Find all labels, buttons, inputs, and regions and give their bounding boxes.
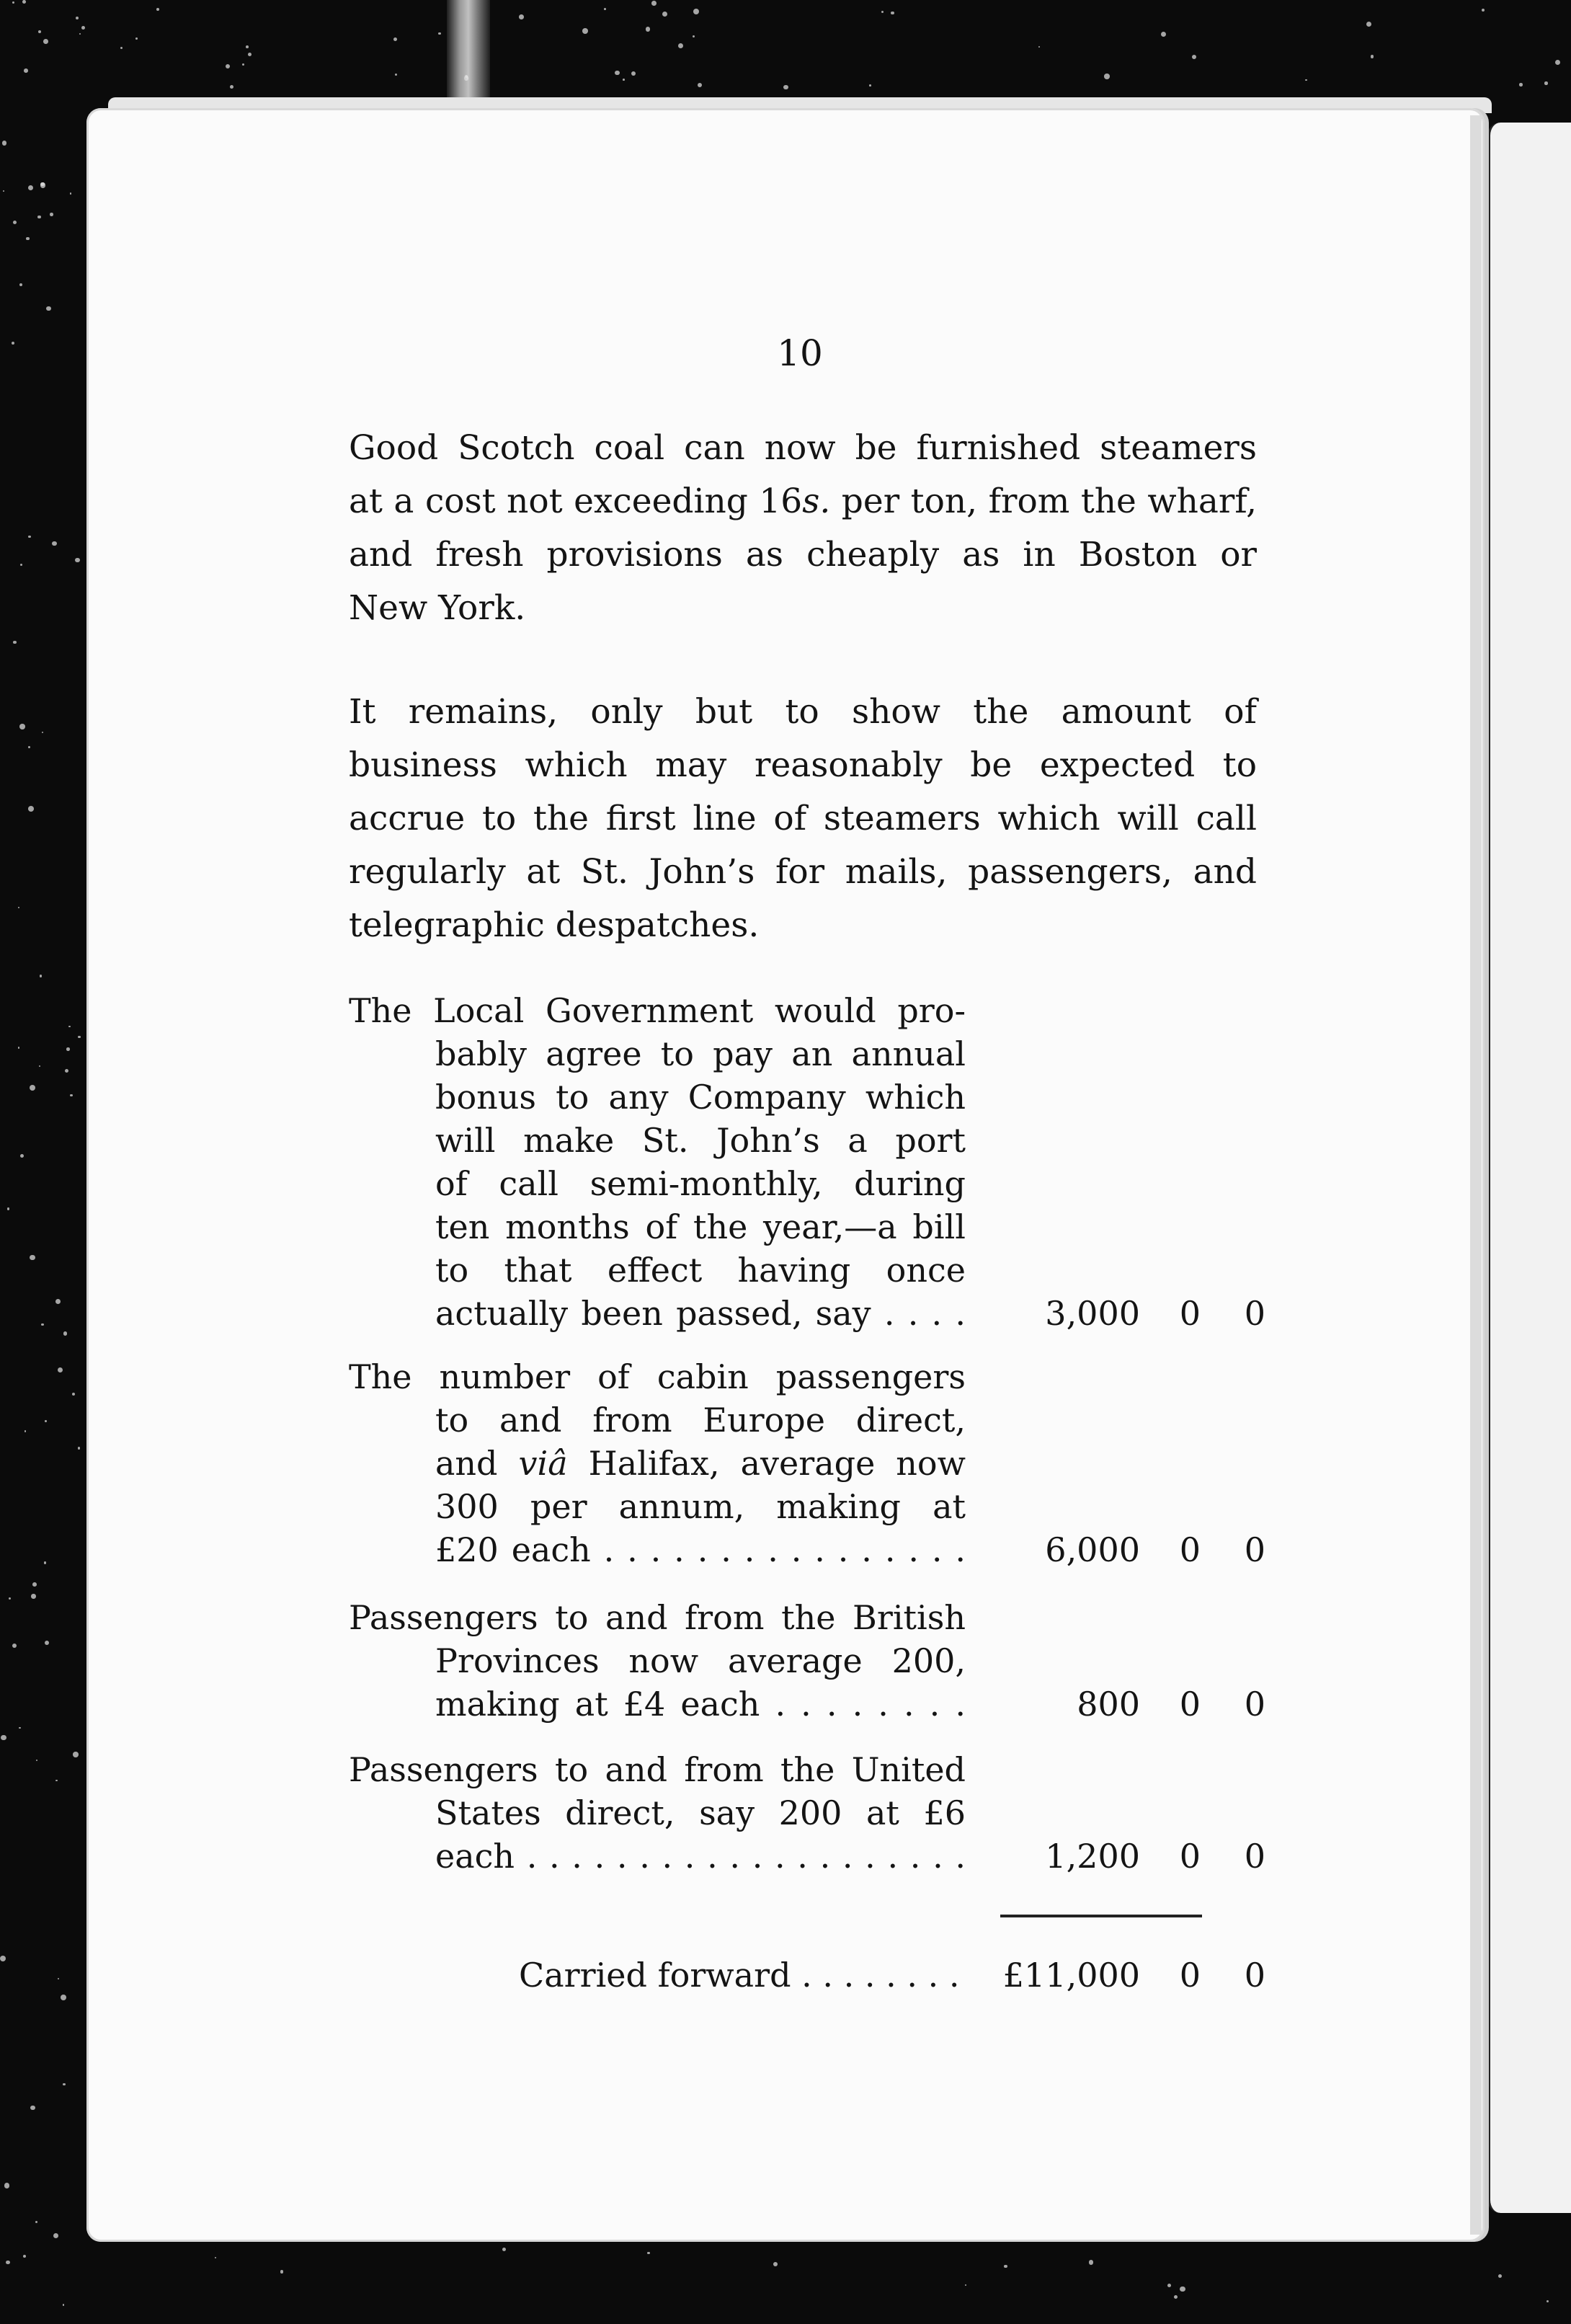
dust-speck [76, 17, 79, 19]
dust-speck [280, 2270, 284, 2274]
dust-speck [61, 1995, 66, 2000]
entry-line: Passengers to and from the United [349, 1750, 966, 1789]
dust-speck [50, 213, 53, 216]
dust-speck [1305, 79, 1307, 81]
dust-speck [28, 185, 34, 191]
dust-speck [28, 806, 34, 812]
amount-pounds: 1,200 [1045, 1837, 1140, 1876]
dust-speck [1, 1735, 6, 1740]
dust-speck [24, 68, 28, 73]
entry-line: Passengers to and from the British [349, 1598, 966, 1637]
paragraph-coal [349, 422, 1257, 635]
dust-speck [19, 283, 22, 286]
amount-pence: 0 [1244, 1294, 1265, 1333]
dust-speck [39, 1065, 40, 1067]
ledger-entry-local-government [349, 989, 1265, 1335]
dust-speck [63, 2083, 66, 2086]
dust-speck [31, 1594, 35, 1598]
dust-speck [230, 85, 233, 89]
total-pounds: £11,000 [1002, 1956, 1140, 1995]
dust-speck [55, 1299, 61, 1304]
dust-speck [28, 536, 31, 538]
dust-speck [891, 12, 894, 14]
dust-speck [395, 74, 398, 76]
amount-pence: 0 [1244, 1837, 1265, 1876]
dust-speck [58, 1978, 59, 1979]
dust-speck [30, 1255, 35, 1260]
page-right-edge [1470, 115, 1482, 2235]
dust-speck [604, 8, 606, 10]
dust-speck [693, 35, 695, 37]
amount-shillings: 0 [1179, 1294, 1201, 1333]
dust-speck [2, 141, 6, 145]
dust-speck [1104, 74, 1109, 79]
amount-pence: 0 [1244, 1685, 1265, 1724]
dust-speck [63, 1331, 68, 1336]
dust-speck [1555, 60, 1560, 65]
dust-speck [3, 190, 4, 192]
carried-forward-label: Carried forward . . . . . . . . [519, 1956, 960, 1995]
page-number: 10 [777, 332, 823, 374]
dust-speck [78, 1036, 80, 1038]
dust-speck [651, 1, 657, 6]
dust-speck [242, 63, 244, 66]
dust-speck [1180, 2287, 1185, 2292]
dust-speck [45, 1641, 49, 1645]
dust-speck [46, 306, 50, 311]
dust-speck [1371, 55, 1374, 58]
dust-speck [502, 2248, 506, 2251]
dust-speck [40, 182, 45, 187]
entry-amount [1003, 1528, 1265, 1571]
ledger-entry-british-provinces [349, 1596, 1265, 1726]
entry-amount [1003, 1682, 1265, 1726]
dust-speck [869, 84, 871, 87]
dust-speck [58, 1367, 63, 1373]
entry-line: making at £4 each . . . . . . . . [435, 1685, 966, 1724]
dust-speck [42, 732, 43, 733]
dust-speck [647, 2252, 649, 2254]
entry-amount [1003, 1835, 1265, 1878]
dust-speck [28, 746, 30, 748]
dust-speck [698, 83, 702, 87]
adjacent-page-edge [1487, 123, 1571, 2213]
entry-line: will make St. John’s a port [435, 1121, 966, 1160]
dust-speck [135, 37, 138, 40]
dust-speck [75, 558, 79, 562]
entry-line: The number of cabin passengers [349, 1357, 966, 1396]
dust-speck [68, 1026, 71, 1028]
dust-speck [23, 2255, 26, 2258]
dust-speck [582, 28, 588, 34]
ledger-entry-united-states [349, 1748, 1265, 1878]
dust-speck [965, 2284, 966, 2286]
dust-speck [12, 342, 14, 345]
dust-speck [623, 79, 625, 81]
dust-speck [43, 39, 48, 44]
paragraph-business [349, 686, 1257, 952]
amount-pounds: 6,000 [1045, 1530, 1140, 1569]
dust-speck [79, 33, 81, 35]
dust-speck [1161, 32, 1167, 37]
dust-speck [678, 43, 683, 48]
dust-speck [35, 2221, 37, 2223]
entry-line: to that effect having once [435, 1251, 966, 1290]
dust-speck [519, 14, 524, 19]
dust-speck [246, 45, 249, 48]
dust-speck [646, 27, 651, 32]
dust-speck [13, 641, 17, 644]
dust-speck [20, 1154, 24, 1158]
dust-speck [1192, 55, 1197, 60]
dust-speck [53, 2233, 58, 2238]
paragraph-line: business which may reasonably be expected to [349, 745, 1257, 785]
book-binding-thread [447, 0, 490, 108]
dust-speck [1546, 2300, 1549, 2302]
ledger-entry-cabin-passengers [349, 1355, 1265, 1571]
entry-line: States direct, say 200 at £6 [435, 1793, 966, 1832]
entry-line: to and from Europe direct, [435, 1401, 966, 1440]
dust-speck [1174, 2295, 1178, 2299]
dust-speck [0, 1956, 6, 1961]
dust-speck [41, 1323, 43, 1326]
amount-pounds: 3,000 [1045, 1294, 1140, 1333]
dust-speck [4, 2183, 10, 2188]
dust-speck [32, 1582, 37, 1587]
dust-speck [19, 1727, 21, 1729]
paragraph-line: at a cost not exceeding 16s. per ton, from the wharf, [349, 482, 1258, 521]
amount-shillings: 0 [1179, 1837, 1201, 1876]
total-pence: 0 [1244, 1956, 1265, 1995]
dust-speck [773, 2262, 778, 2266]
entry-line: bonus to any Company which [435, 1078, 966, 1117]
sum-rule [1000, 1915, 1202, 1917]
paragraph-line: Good Scotch coal can now be furnished steamers [349, 428, 1257, 468]
dust-speck [226, 64, 230, 68]
amount-shillings: 0 [1179, 1685, 1201, 1724]
dust-speck [1038, 46, 1041, 48]
entry-line: Provinces now average 200, [435, 1641, 966, 1680]
dust-speck [1366, 22, 1371, 27]
dust-speck [156, 8, 159, 11]
entry-line: of call semi-monthly, during [435, 1164, 966, 1203]
dust-speck [65, 1069, 68, 1073]
entry-line: actually been passed, say . . . . [435, 1294, 966, 1333]
paragraph-line: regularly at St. John’s for mails, passengers, and [349, 852, 1257, 892]
dust-speck [22, 0, 26, 4]
entry-line: ten months of the year,—a bill [435, 1207, 966, 1246]
dust-speck [38, 30, 41, 33]
dust-speck [13, 221, 17, 225]
dust-speck [30, 2106, 35, 2110]
dust-speck [25, 1430, 26, 1432]
dust-speck [45, 1420, 47, 1422]
paragraph-line: New York. [349, 588, 526, 628]
dust-speck [1167, 2284, 1171, 2287]
dust-speck [120, 47, 123, 49]
dust-speck [78, 1447, 80, 1449]
dust-speck [70, 192, 71, 194]
dust-speck [1544, 81, 1547, 84]
entry-line: each . . . . . . . . . . . . . . . . . . . . [435, 1837, 966, 1876]
total-shillings: 0 [1179, 1956, 1201, 1995]
dust-speck [12, 1644, 17, 1648]
dust-speck [1519, 83, 1522, 86]
dust-speck [18, 1047, 20, 1049]
dust-speck [615, 71, 620, 76]
dust-speck [662, 12, 667, 17]
entry-line: The Local Government would pro- [349, 991, 966, 1030]
dust-speck [63, 2304, 65, 2306]
paragraph-line: telegraphic despatches. [349, 905, 760, 945]
dust-speck [248, 53, 252, 56]
dust-speck [393, 37, 397, 41]
dust-speck [438, 32, 440, 35]
entry-line: and viâ Halifax, average now [435, 1444, 966, 1483]
dust-speck [631, 71, 636, 76]
dust-speck [20, 564, 22, 566]
paragraph-line: and fresh provisions as cheaply as in Boston or [349, 535, 1257, 575]
dust-speck [26, 237, 29, 240]
dust-speck [72, 1393, 75, 1396]
dust-speck [1498, 2274, 1502, 2278]
dust-speck [1004, 2265, 1007, 2268]
dust-speck [12, 1, 14, 4]
amount-pounds: 800 [1077, 1685, 1140, 1724]
dust-speck [1482, 9, 1485, 12]
dust-speck [881, 11, 884, 13]
carried-forward-amount [982, 1953, 1265, 1997]
entry-line: 300 per annum, making at [435, 1487, 966, 1526]
paragraph-line: It remains, only but to show the amount of [349, 692, 1257, 732]
dust-speck [783, 85, 788, 89]
dust-speck [19, 724, 25, 729]
entry-amount [1003, 1292, 1265, 1335]
dust-speck [30, 1085, 35, 1091]
dust-speck [1089, 2260, 1093, 2264]
dust-speck [7, 1207, 9, 1210]
dust-speck [44, 1561, 47, 1564]
dust-speck [9, 1597, 11, 1600]
entry-line: £20 each . . . . . . . . . . . . . . . . [435, 1530, 966, 1569]
dust-speck [66, 1047, 70, 1051]
dust-speck [6, 2261, 9, 2264]
dust-speck [37, 216, 41, 219]
dust-speck [40, 975, 42, 977]
amount-pence: 0 [1244, 1530, 1265, 1569]
paragraph-line: accrue to the first line of steamers which will call [349, 799, 1257, 838]
amount-shillings: 0 [1179, 1530, 1201, 1569]
dust-speck [36, 1760, 37, 1761]
dust-speck [73, 1752, 79, 1757]
dust-speck [52, 541, 56, 546]
entry-line: bably agree to pay an annual [435, 1034, 966, 1073]
dust-speck [215, 2257, 216, 2258]
dust-speck [81, 26, 85, 30]
dust-speck [70, 1094, 72, 1096]
dust-speck [55, 1780, 58, 1782]
dust-speck [693, 9, 699, 14]
dust-speck [18, 907, 19, 908]
